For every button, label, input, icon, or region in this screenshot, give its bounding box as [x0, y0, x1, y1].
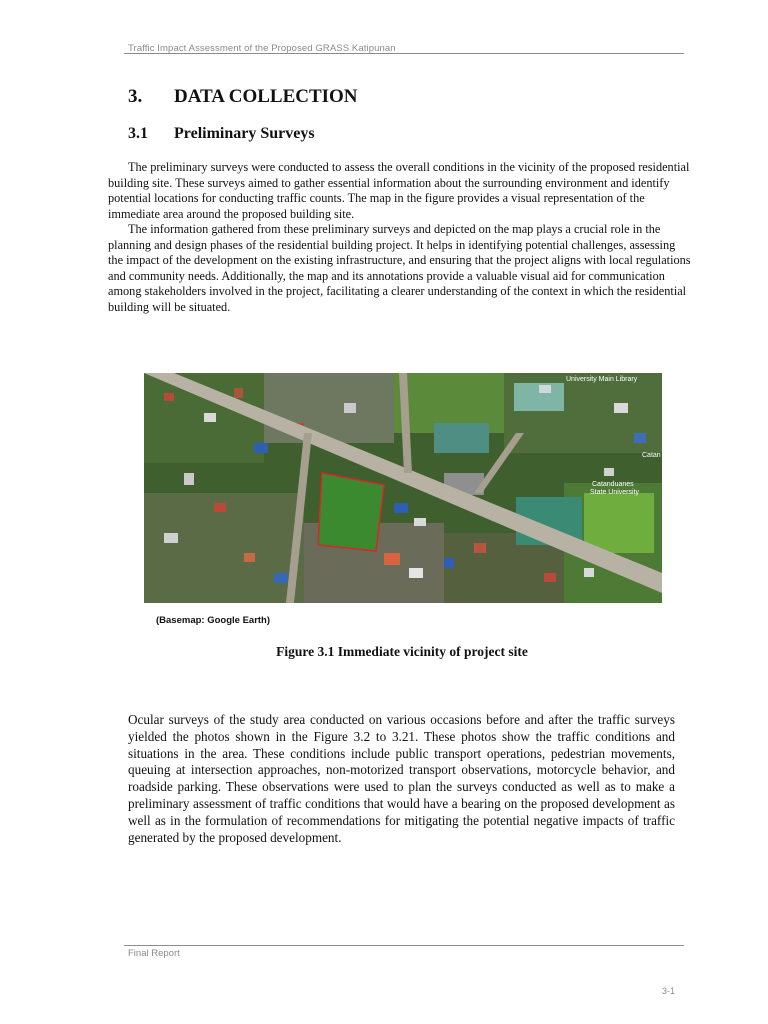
aerial-map-image — [144, 373, 662, 603]
intro-text — [108, 160, 692, 315]
intro-paragraph: The information gathered from these preliminary surveys and depicted on the map plays a crucial role in the planning and design phases of the residential building project. It helps in identifying potential challenges, assessing the impact of the development on the existing infrastructure, and ensuring that the project aligns with local regulations and community needs. Additionally, the map and its annotations provide a valuable visual aid for communication among stakeholders involved in the project, facilitating a clearer understanding of the context in which the residential building will be situated. — [108, 222, 691, 314]
subsection-heading — [128, 125, 315, 143]
map-label-university-line1: Catanduanes — [592, 481, 634, 488]
figure-source-note: (Basemap: Google Earth) — [156, 615, 271, 626]
body-paragraph: Ocular surveys of the study area conducted on various occasions before and after the traffic surveys yielded the photos shown in the Figure 3.2 to 3.21. These photos show the traffic conditions and situations in the area. These conditions include public transport operations, pedestrian movements, queuing at intersection approaches, non-motorized transport observations, motorcycle behavior, and roadside parking. These observations were used to plan the surveys conducted as well as to make a preliminary assessment of traffic conditions that would have a bearing on the proposed development as well as in the formulation of recommendations for mitigating the potential negative impacts of traffic generated by the proposed development. — [128, 712, 675, 845]
running-header: Traffic Impact Assessment of the Proposed GRASS Katipunan — [128, 43, 396, 54]
aerial-map-figure — [144, 373, 662, 603]
page-number: 3-1 — [662, 986, 676, 996]
section-number: 3. — [128, 86, 143, 107]
figure-caption: Figure 3.1 Immediate vicinity of project site — [276, 644, 528, 659]
footer-label: Final Report — [128, 948, 180, 959]
header-divider — [124, 53, 684, 54]
subsection-number: 3.1 — [128, 125, 148, 142]
footer-divider — [124, 945, 684, 946]
intro-paragraph: The preliminary surveys were conducted to assess the overall conditions in the vicinity of the proposed residential building site. These surveys aimed to gather essential information about the surrounding environment and identify potential locations for conducting traffic counts. The map in the figure provides a visual representation of the immediate area around the proposed building site. — [108, 160, 690, 221]
map-label-library: University Main Library — [566, 376, 638, 383]
section-heading — [128, 86, 358, 108]
map-label-catan: Catan — [642, 452, 661, 459]
section-title: DATA COLLECTION — [174, 86, 358, 107]
map-label-university-line2: State University — [590, 489, 640, 496]
subsection-title: Preliminary Surveys — [174, 125, 315, 142]
